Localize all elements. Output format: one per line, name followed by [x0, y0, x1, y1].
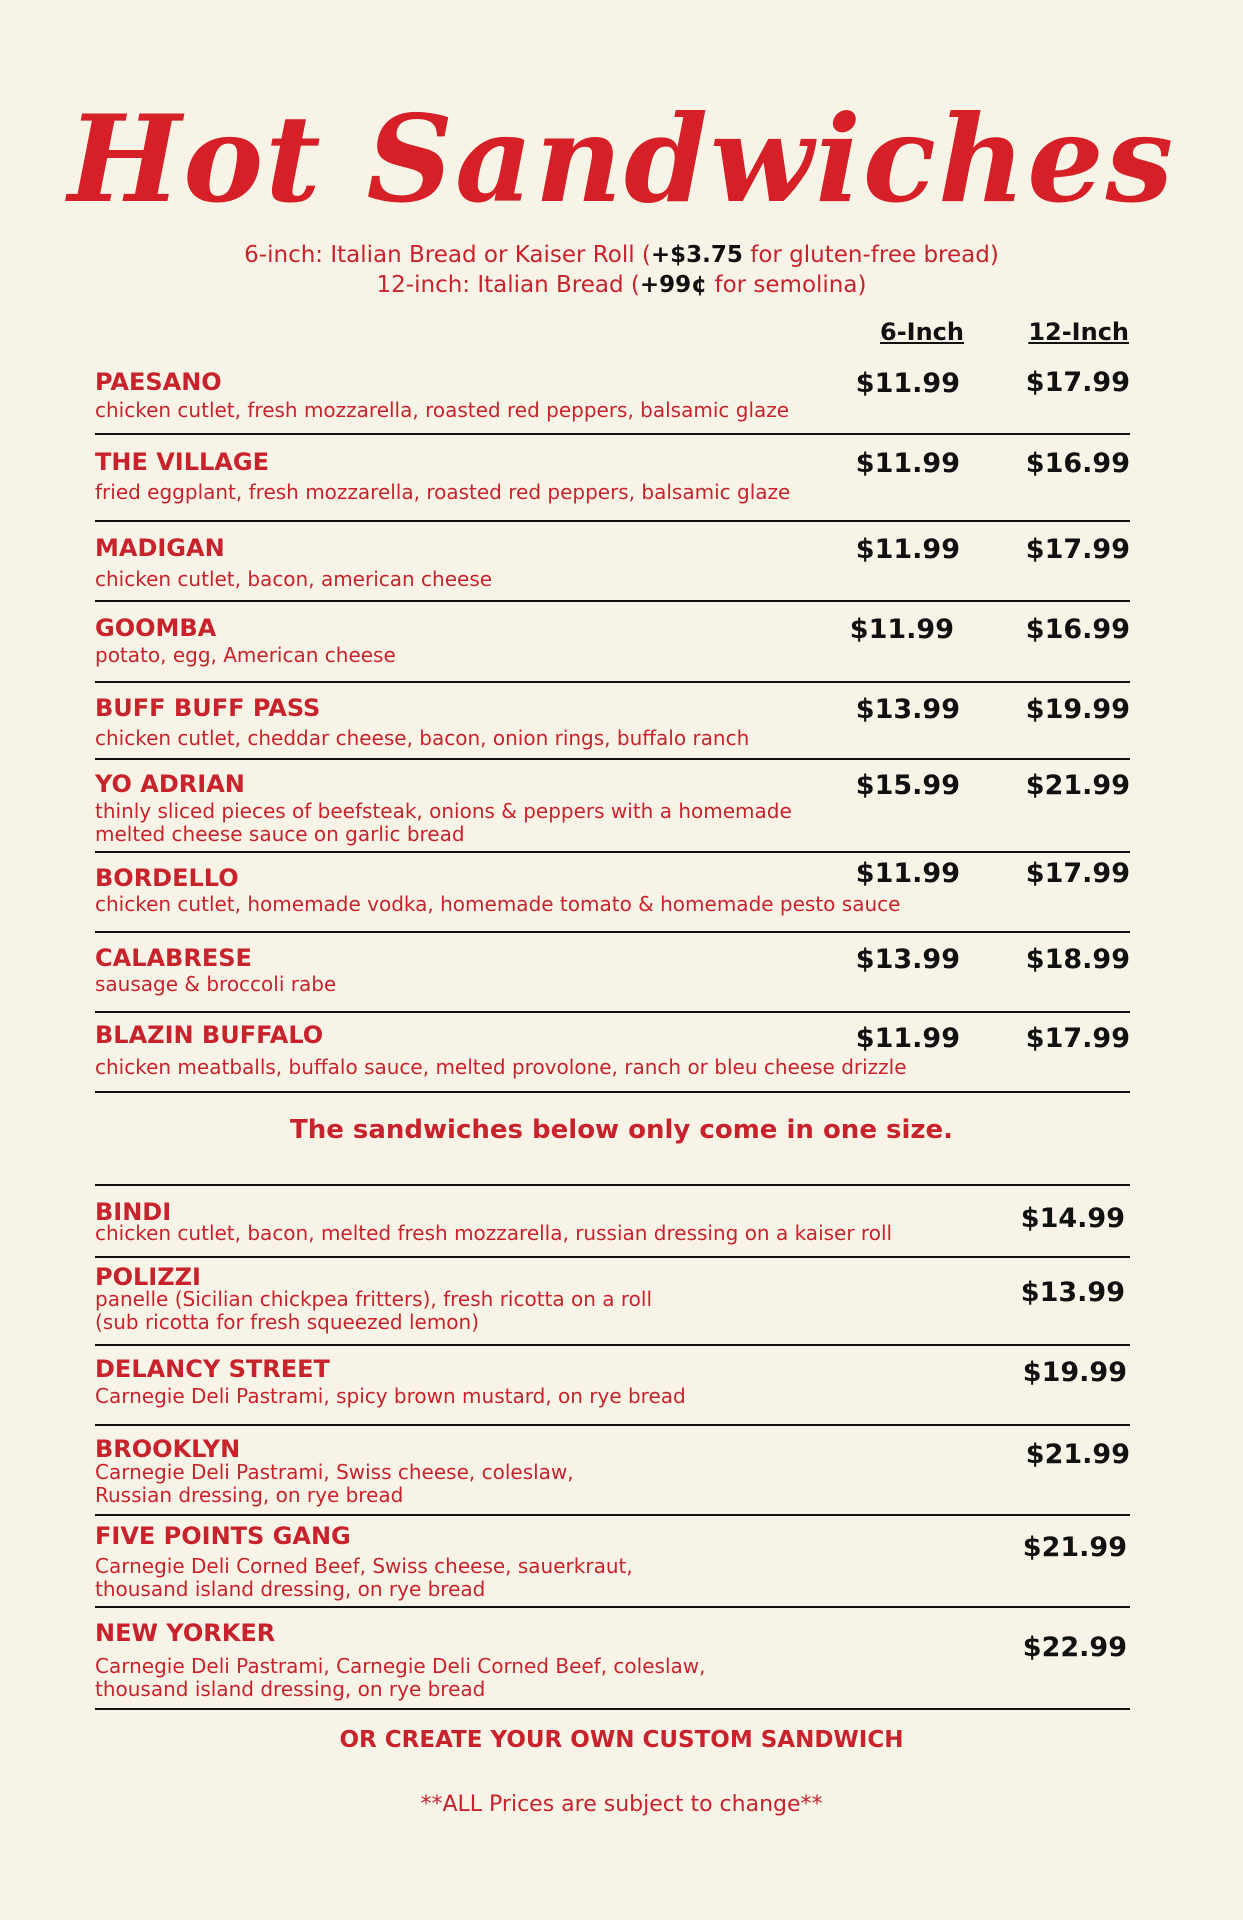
item-name: GOOMBA	[95, 614, 217, 642]
divider	[95, 1606, 1130, 1608]
bread-text: for gluten-free bread)	[742, 242, 999, 268]
item-name: POLIZZI	[95, 1263, 201, 1291]
item-description: chicken cutlet, fresh mozzarella, roasted red peppers, balsamic glaze	[95, 398, 790, 422]
item-description: chicken cutlet, homemade vodka, homemade tomato & homemade pesto sauce	[95, 892, 901, 916]
divider	[95, 1091, 1130, 1093]
item-price: $21.99	[1025, 1439, 1130, 1470]
item-name: CALABRESE	[95, 944, 252, 972]
item-description: Carnegie Deli Corned Beef, Swiss cheese, sauerkraut,	[95, 1554, 633, 1578]
item-name: PAESANO	[95, 368, 222, 396]
bread-text: 12-inch: Italian Bread (	[376, 272, 640, 298]
price-6-inch: $13.99	[855, 694, 960, 725]
item-description: Carnegie Deli Pastrami, spicy brown mustard, on rye bread	[95, 1384, 686, 1408]
bread-text: for semolina)	[707, 272, 867, 298]
item-name: DELANCY STREET	[95, 1355, 330, 1383]
price-12-inch: $16.99	[1025, 448, 1130, 479]
item-description-line2: (sub ricotta for fresh squeezed lemon)	[95, 1310, 480, 1334]
item-price: $13.99	[1020, 1277, 1125, 1308]
price-6-inch: $11.99	[855, 1023, 960, 1054]
price-12-inch: $17.99	[1025, 534, 1130, 565]
item-description: panelle (Sicilian chickpea fritters), fresh ricotta on a roll	[95, 1287, 653, 1311]
column-header-12-inch: 12-Inch	[1028, 318, 1129, 346]
price-6-inch: $11.99	[849, 614, 954, 645]
item-name: YO ADRIAN	[95, 770, 245, 798]
item-description: fried eggplant, fresh mozzarella, roasted red peppers, balsamic glaze	[95, 480, 791, 504]
item-name: BUFF BUFF PASS	[95, 694, 321, 722]
item-description: Carnegie Deli Pastrami, Carnegie Deli Corned Beef, coleslaw,	[95, 1654, 706, 1678]
divider	[95, 931, 1130, 933]
item-description-line2: thousand island dressing, on rye bread	[95, 1577, 486, 1601]
divider	[95, 1708, 1130, 1710]
price-6-inch: $11.99	[855, 448, 960, 479]
item-name: BINDI	[95, 1198, 172, 1226]
item-name: FIVE POINTS GANG	[95, 1522, 351, 1550]
price-12-inch: $21.99	[1025, 770, 1130, 801]
price-12-inch: $18.99	[1025, 944, 1130, 975]
divider	[95, 1256, 1130, 1258]
price-disclaimer: **ALL Prices are subject to change**	[420, 1792, 823, 1817]
item-price: $19.99	[1022, 1357, 1127, 1388]
price-6-inch: $11.99	[855, 534, 960, 565]
price-6-inch: $11.99	[855, 858, 960, 889]
item-name: MADIGAN	[95, 534, 225, 562]
item-description-line2: thousand island dressing, on rye bread	[95, 1677, 486, 1701]
one-size-note: The sandwiches below only come in one size.	[289, 1115, 954, 1145]
divider	[95, 851, 1130, 853]
price-12-inch: $17.99	[1025, 367, 1130, 398]
divider	[95, 1184, 1130, 1186]
upcharge-gluten-free: +$3.75	[650, 242, 743, 268]
item-price: $14.99	[1020, 1203, 1125, 1234]
price-6-inch: $13.99	[855, 944, 960, 975]
item-name: NEW YORKER	[95, 1619, 276, 1647]
item-description: potato, egg, American cheese	[95, 643, 396, 667]
price-12-inch: $16.99	[1025, 614, 1130, 645]
item-description: chicken cutlet, bacon, melted fresh mozzarella, russian dressing on a kaiser roll	[95, 1221, 893, 1245]
divider	[95, 520, 1130, 522]
price-12-inch: $19.99	[1025, 694, 1130, 725]
page-title: Hot Sandwiches	[67, 89, 1176, 230]
divider	[95, 1344, 1130, 1346]
item-name: THE VILLAGE	[95, 448, 269, 476]
price-12-inch: $17.99	[1025, 1023, 1130, 1054]
item-description-line2: melted cheese sauce on garlic bread	[95, 822, 465, 846]
bread-options-12inch	[0, 270, 1243, 300]
bread-options-6inch	[0, 240, 1243, 270]
divider	[95, 681, 1130, 683]
price-12-inch: $17.99	[1025, 858, 1130, 889]
custom-sandwich-callout: OR CREATE YOUR OWN CUSTOM SANDWICH	[339, 1727, 904, 1753]
item-name: BROOKLYN	[95, 1435, 241, 1463]
divider	[95, 433, 1130, 435]
divider	[95, 1424, 1130, 1426]
divider	[95, 1514, 1130, 1516]
item-description: chicken cutlet, cheddar cheese, bacon, onion rings, buffalo ranch	[95, 726, 750, 750]
item-description: chicken cutlet, bacon, american cheese	[95, 567, 493, 591]
item-price: $21.99	[1022, 1532, 1127, 1563]
upcharge-semolina: +99¢	[639, 272, 708, 298]
item-description: Carnegie Deli Pastrami, Swiss cheese, coleslaw,	[95, 1460, 574, 1484]
item-description-line2: Russian dressing, on rye bread	[95, 1483, 404, 1507]
bread-text: 6-inch: Italian Bread or Kaiser Roll (	[244, 242, 651, 268]
divider	[95, 600, 1130, 602]
item-description: sausage & broccoli rabe	[95, 972, 337, 996]
item-name: BLAZIN BUFFALO	[95, 1021, 324, 1049]
item-name: BORDELLO	[95, 864, 239, 892]
divider	[95, 758, 1130, 760]
column-header-6-inch: 6-Inch	[880, 318, 964, 346]
divider	[95, 1011, 1130, 1013]
item-description: chicken meatballs, buffalo sauce, melted provolone, ranch or bleu cheese drizzle	[95, 1055, 907, 1079]
item-description: thinly sliced pieces of beefsteak, onions & peppers with a homemade	[95, 799, 792, 823]
price-6-inch: $15.99	[855, 770, 960, 801]
price-6-inch: $11.99	[855, 368, 960, 399]
item-price: $22.99	[1022, 1632, 1127, 1663]
